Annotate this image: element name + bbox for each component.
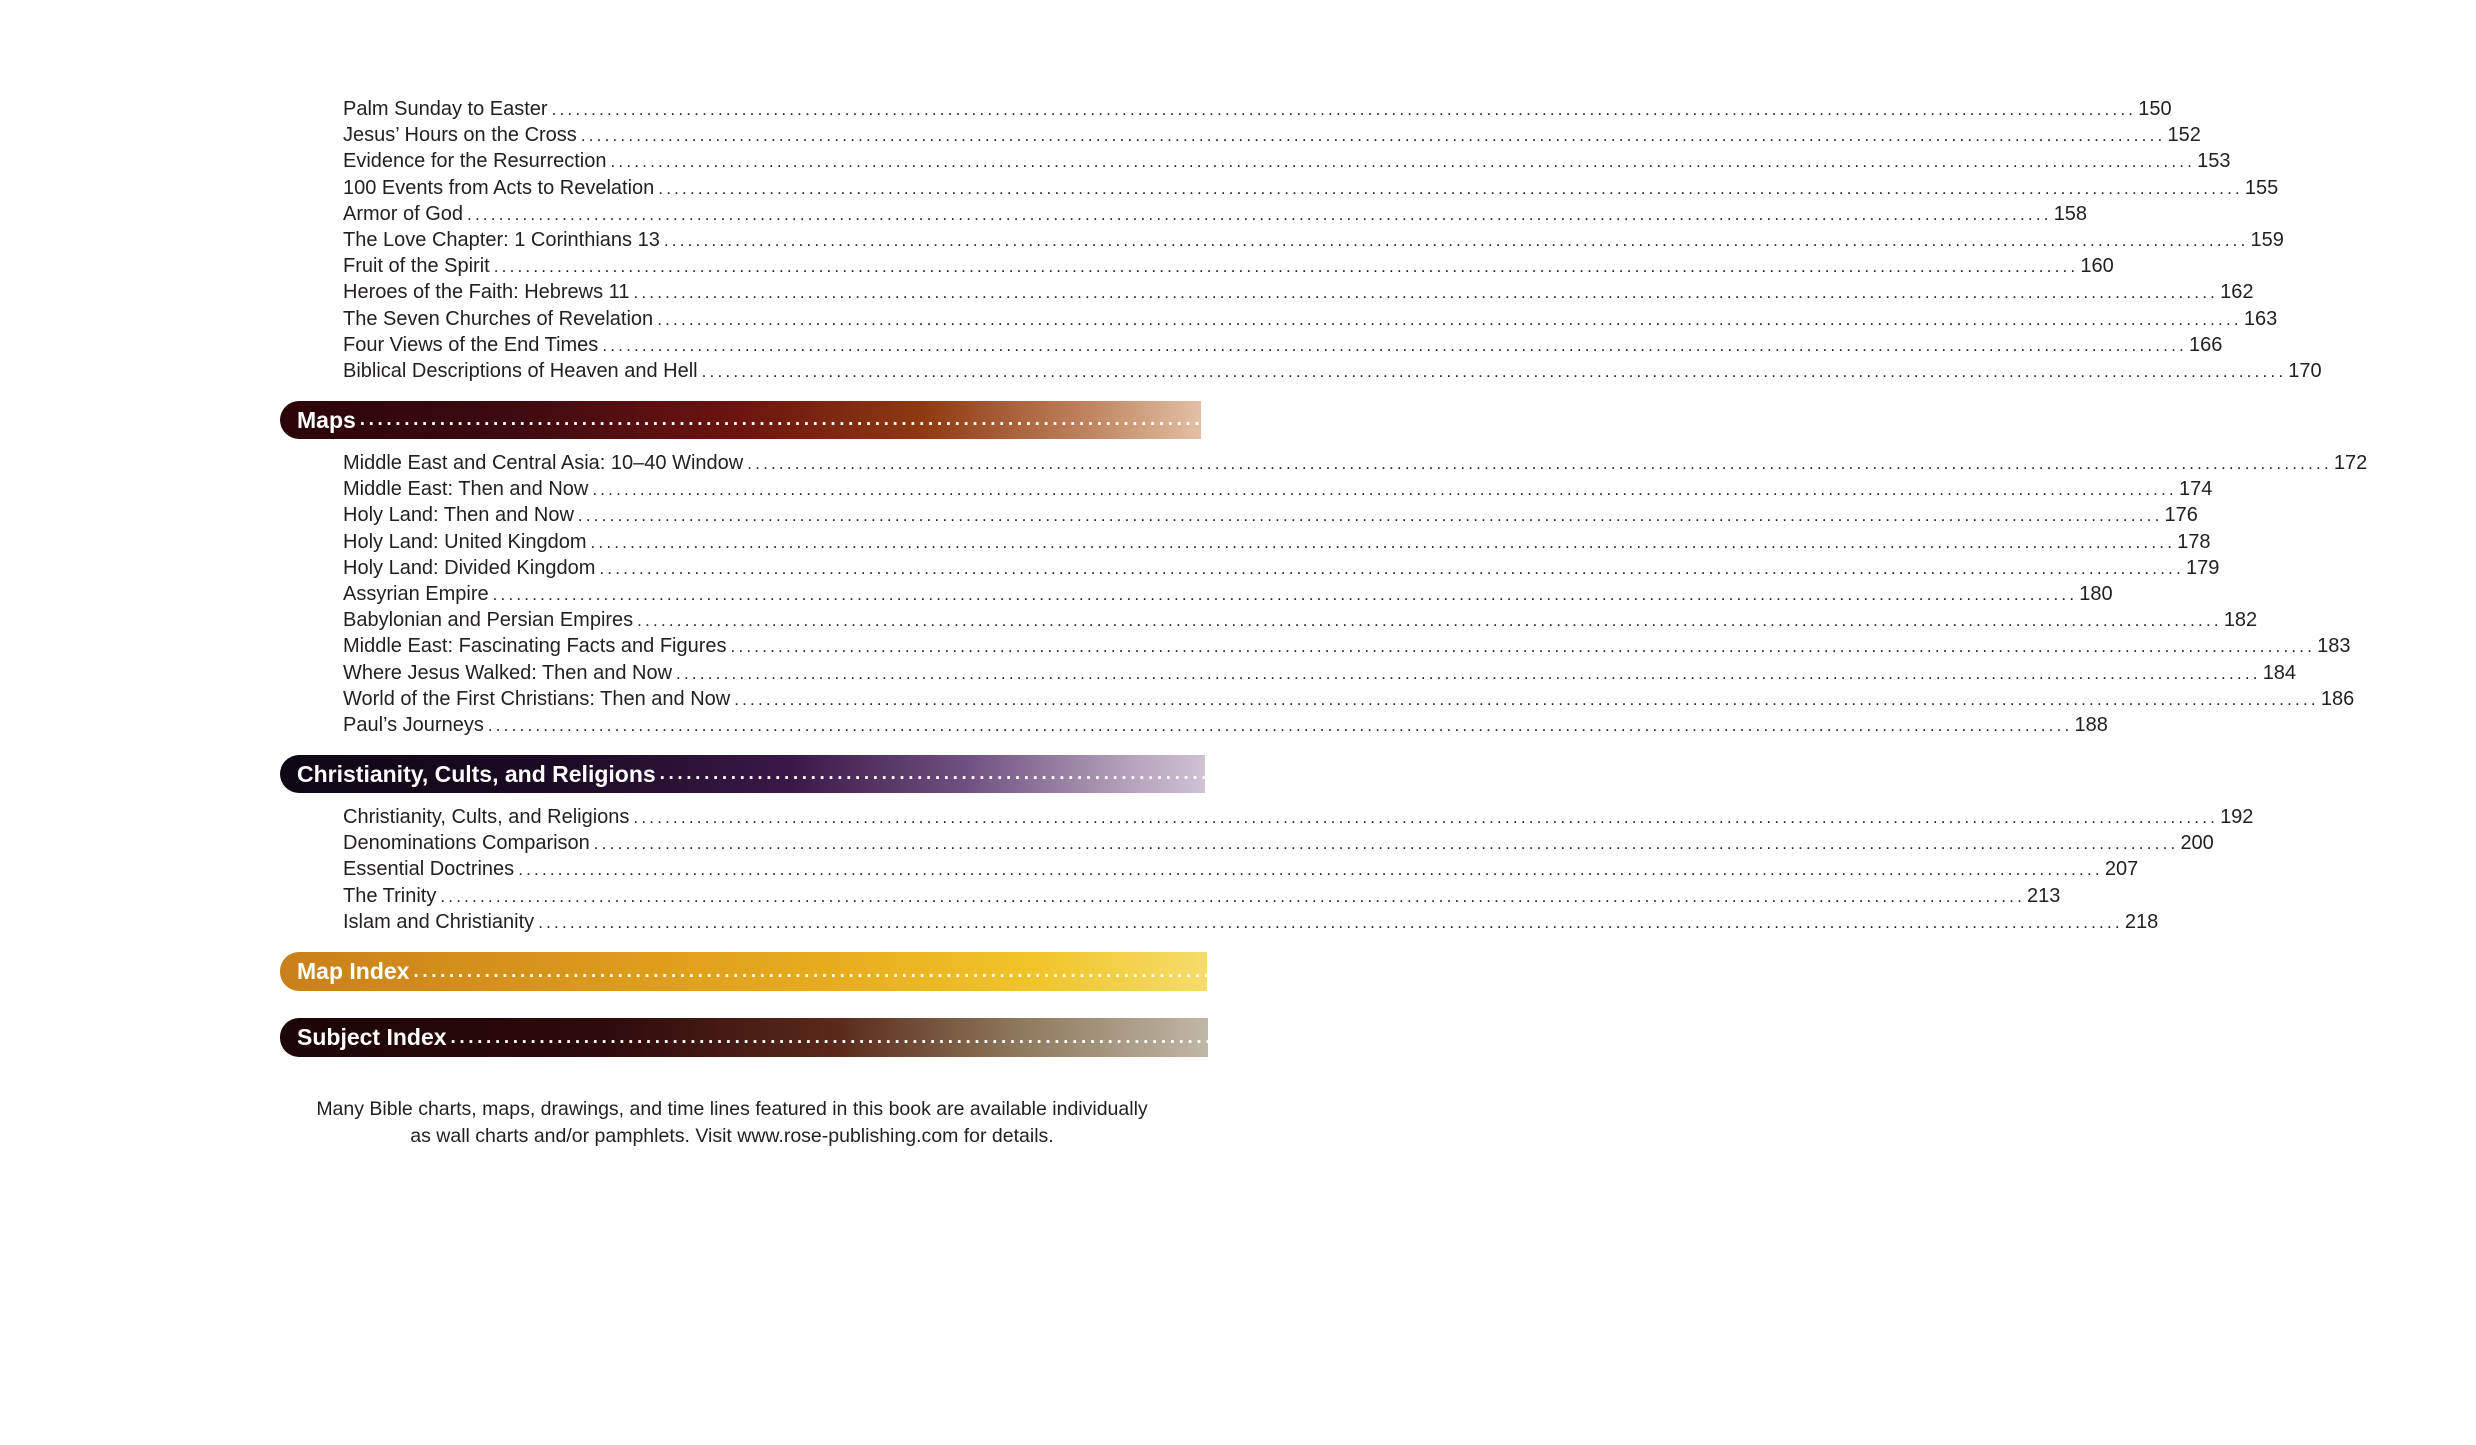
entry-title: The Seven Churches of Revelation (343, 307, 654, 330)
toc-entry[interactable] (343, 122, 2201, 148)
entry-page: 158 (2053, 202, 2088, 225)
entry-title: Where Jesus Walked: Then and Now (343, 661, 673, 684)
toc-entry[interactable] (343, 502, 2198, 528)
leader-dots: ........................................................................................................................................................................................................ (633, 283, 2219, 303)
entry-title: World of the First Christians: Then and Now (343, 687, 731, 710)
section-title: Maps (297, 406, 356, 433)
leader-dots: ........................................................................................................................................................................................................ (663, 230, 2249, 250)
entry-page: 159 (2250, 228, 2284, 251)
entry-page: 200 (2180, 832, 2214, 855)
entry-page: 172 (2333, 452, 2368, 474)
entry-page: 176 (2164, 504, 2198, 527)
toc-entry[interactable] (343, 306, 2278, 332)
toc-entry[interactable] (343, 712, 2108, 738)
entry-title: Heroes of the Faith: Hebrews 11 (343, 281, 630, 304)
leader-dots: ........................................................................................................................................................................................................ (493, 257, 2079, 277)
section-page: 171 (2137, 406, 2176, 433)
leader-dots: ........................................................................................................................................................................................................ (467, 204, 2052, 224)
entry-title: Islam and Christianity (343, 910, 535, 933)
entry-title: Assyrian Empire (343, 582, 489, 605)
entry-title: Holy Land: Then and Now (343, 504, 574, 527)
entry-page: 186 (2320, 687, 2355, 710)
entry-title: The Trinity (343, 884, 437, 907)
leader-dots: ........................................................................................................................................................................................................ (413, 960, 2190, 982)
entry-page: 188 (2074, 713, 2108, 736)
toc-entry[interactable] (343, 227, 2284, 253)
entry-page: 192 (2220, 806, 2254, 828)
leader-dots: ........................................................................................................................................................................................................ (599, 558, 2185, 578)
toc-entry[interactable] (343, 201, 2088, 227)
entry-title: Four Views of the End Times (343, 333, 599, 356)
toc-entry[interactable] (343, 555, 2220, 581)
toc-entry[interactable] (343, 883, 2061, 909)
leader-dots: ........................................................................................................................................................................................................ (440, 886, 2025, 906)
entry-page: 184 (2262, 661, 2297, 684)
entry-page: 170 (2288, 359, 2322, 382)
entry-title: Middle East: Then and Now (343, 478, 589, 501)
entry-title: Middle East: Fascinating Facts and Figures (343, 635, 727, 658)
leader-dots: ........................................................................................................................................................................................................ (450, 1026, 2227, 1048)
section-subject-index[interactable] (280, 1018, 2267, 1057)
entry-title: Holy Land: United Kingdom (343, 530, 587, 553)
entry-page: 179 (2186, 556, 2220, 579)
entry-page: 178 (2177, 530, 2211, 553)
entry-title: Denominations Comparison (343, 832, 590, 855)
leader-dots: ........................................................................................................................................................................................................ (590, 532, 2176, 552)
leader-dots: ........................................................................................................................................................................................................ (518, 860, 2103, 880)
section-page: 191 (2437, 760, 2476, 787)
toc-entry[interactable] (343, 253, 2114, 279)
entry-page: 183 (2317, 635, 2351, 658)
entry-page: 152 (2167, 124, 2201, 147)
entry-page: 174 (2178, 478, 2213, 501)
entry-page: 155 (2244, 176, 2279, 199)
toc-entry[interactable] (343, 660, 2297, 686)
entry-title: Essential Doctrines (343, 858, 515, 881)
leader-dots: ........................................................................................................................................................................................................ (747, 454, 2332, 473)
leader-dots: ........................................................................................................................................................................................................ (657, 309, 2242, 329)
section-maps[interactable] (280, 401, 2176, 439)
leader-dots: ........................................................................................................................................................................................................ (602, 335, 2187, 355)
toc-entry[interactable] (343, 581, 2113, 607)
leader-dots: ........................................................................................................................................................................................................ (659, 763, 2436, 784)
entry-page: 182 (2223, 609, 2258, 632)
toc-entry[interactable] (343, 633, 2351, 659)
toc-entry[interactable] (343, 476, 2213, 502)
entry-title: Holy Land: Divided Kingdom (343, 556, 596, 579)
toc-entry[interactable] (343, 607, 2258, 633)
toc-entry[interactable] (343, 804, 2254, 830)
footer-line-1: Many Bible charts, maps, drawings, and time lines featured in this book are available individually (316, 1098, 1148, 1120)
toc-entry[interactable] (343, 96, 2172, 122)
section-christianity-cults-religions[interactable] (280, 755, 2476, 793)
leader-dots: ........................................................................................................................................................................................................ (734, 689, 2319, 709)
leader-dots: ........................................................................................................................................................................................................ (492, 584, 2078, 604)
leader-dots: ........................................................................................................................................................................................................ (676, 663, 2261, 683)
entry-page: 160 (2080, 255, 2114, 278)
toc-entry[interactable] (343, 332, 2223, 358)
leader-dots: ........................................................................................................................................................................................................ (577, 506, 2163, 526)
entry-title: Evidence for the Resurrection (343, 150, 607, 173)
footer-note (300, 1096, 1164, 1150)
entry-page: 150 (2138, 98, 2172, 120)
leader-dots: ........................................................................................................................................................................................................ (487, 715, 2073, 735)
entry-title: Jesus’ Hours on the Cross (343, 124, 577, 147)
entry-title: Middle East and Central Asia: 10–40 Window (343, 452, 744, 474)
toc-entry[interactable] (343, 175, 2279, 201)
entry-page: 166 (2188, 333, 2223, 356)
leader-dots: ........................................................................................................................................................................................................ (359, 409, 2136, 430)
entry-page: 207 (2104, 858, 2139, 881)
entry-page: 163 (2243, 307, 2278, 330)
toc-list-top (343, 96, 2322, 384)
toc-entry[interactable] (343, 450, 2368, 476)
toc-entry[interactable] (343, 909, 2159, 935)
entry-title: The Love Chapter: 1 Corinthians 13 (343, 228, 660, 251)
leader-dots: ........................................................................................................................................................................................................ (610, 152, 2196, 172)
toc-entry[interactable] (343, 358, 2322, 384)
section-title: Christianity, Cults, and Religions (297, 760, 656, 787)
leader-dots: ........................................................................................................................................................................................................ (633, 808, 2219, 827)
leader-dots: ........................................................................................................................................................................................................ (637, 611, 2222, 631)
toc-entry[interactable] (343, 279, 2254, 305)
leader-dots: ........................................................................................................................................................................................................ (551, 100, 2137, 119)
entry-page: 153 (2197, 150, 2231, 173)
entry-title: Paul’s Journeys (343, 713, 484, 736)
toc-entry[interactable] (343, 856, 2139, 882)
leader-dots: ........................................................................................................................................................................................................ (701, 361, 2287, 381)
entry-title: Palm Sunday to Easter (343, 98, 548, 120)
entry-page: 162 (2220, 281, 2254, 304)
leader-dots: ........................................................................................................................................................................................................ (658, 178, 2243, 198)
toc-entry[interactable] (343, 686, 2355, 712)
toc-entry[interactable] (343, 529, 2211, 555)
toc-entry[interactable] (343, 830, 2214, 856)
section-map-index[interactable] (280, 952, 2230, 991)
leader-dots: ........................................................................................................................................................................................................ (592, 480, 2177, 500)
toc-list-maps (343, 450, 2368, 738)
toc-list-christianity (343, 804, 2254, 935)
entry-page: 218 (2124, 910, 2159, 933)
leader-dots: ........................................................................................................................................................................................................ (730, 637, 2316, 657)
entry-title: Armor of God (343, 202, 464, 225)
footer-line-2: as wall charts and/or pamphlets. Visit www.rose-publishing.com for details. (410, 1125, 1054, 1147)
entry-title: Babylonian and Persian Empires (343, 609, 634, 632)
section-page: 226 (2228, 1024, 2267, 1050)
entry-title: Biblical Descriptions of Heaven and Hell (343, 359, 698, 382)
leader-dots: ........................................................................................................................................................................................................ (538, 912, 2123, 932)
entry-page: 213 (2027, 884, 2061, 907)
leader-dots: ........................................................................................................................................................................................................ (593, 834, 2179, 854)
entry-title: Fruit of the Spirit (343, 255, 490, 278)
entry-title: 100 Events from Acts to Revelation (343, 176, 655, 199)
entry-page: 180 (2079, 582, 2113, 605)
section-title: Map Index (297, 958, 410, 984)
section-title: Subject Index (297, 1024, 447, 1050)
leader-dots: ........................................................................................................................................................................................................ (580, 126, 2166, 146)
section-page: 224 (2191, 958, 2230, 984)
toc-entry[interactable] (343, 148, 2231, 174)
entry-title: Christianity, Cults, and Religions (343, 806, 630, 828)
